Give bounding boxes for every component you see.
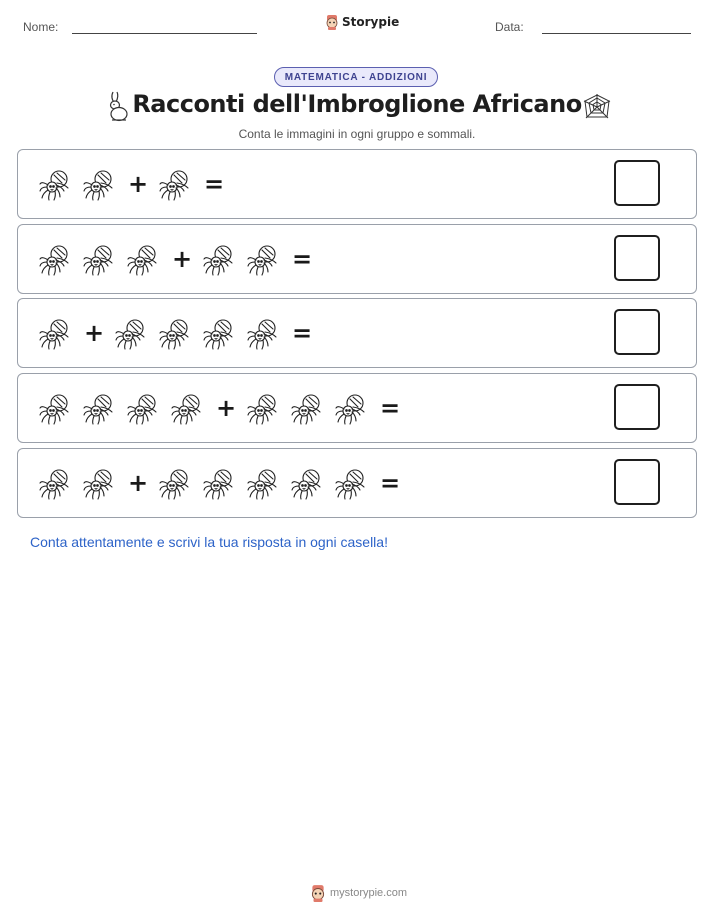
answer-box[interactable] bbox=[614, 309, 660, 355]
problem-row bbox=[17, 298, 697, 368]
date-label: Data: bbox=[495, 20, 524, 34]
spider-icon bbox=[334, 390, 370, 426]
problem-row bbox=[17, 448, 697, 518]
equals-sign: = bbox=[204, 170, 225, 198]
spider-icon bbox=[290, 390, 326, 426]
instructions: Conta le immagini in ogni gruppo e sommali. bbox=[238, 127, 476, 141]
equals-sign: = bbox=[380, 394, 401, 422]
footer-url[interactable]: mystorypie.com bbox=[330, 887, 408, 899]
problem-items bbox=[38, 449, 410, 517]
spider-icon bbox=[82, 465, 118, 501]
spider-icon bbox=[114, 315, 150, 351]
spider-icon bbox=[158, 465, 194, 501]
plus-sign: + bbox=[128, 170, 149, 198]
plus-sign: + bbox=[84, 319, 105, 347]
spider-icon bbox=[202, 241, 238, 277]
storypie-mascot-icon bbox=[310, 884, 326, 902]
spider-icon bbox=[38, 241, 74, 277]
spider-icon bbox=[38, 166, 74, 202]
problem-items bbox=[38, 374, 410, 442]
page-title: Racconti dell'Imbroglione Africano bbox=[132, 90, 582, 118]
answer-box[interactable] bbox=[614, 235, 660, 281]
subject-badge: MATEMATICA - ADDIZIONI bbox=[274, 67, 438, 87]
encouragement-note: Conta attentamente e scrivi la tua risposta in ogni casella! bbox=[30, 534, 388, 550]
brand-logo bbox=[325, 14, 399, 30]
spider-web-icon bbox=[582, 93, 612, 121]
answer-box[interactable] bbox=[614, 160, 660, 206]
spider-icon bbox=[202, 315, 238, 351]
spider-icon bbox=[246, 315, 282, 351]
problem-items bbox=[38, 225, 322, 293]
spider-icon bbox=[82, 166, 118, 202]
spider-icon bbox=[290, 465, 326, 501]
spider-icon bbox=[202, 465, 238, 501]
spider-icon bbox=[246, 241, 282, 277]
name-label: Nome: bbox=[23, 20, 59, 34]
answer-box[interactable] bbox=[614, 384, 660, 430]
spider-icon bbox=[126, 390, 162, 426]
problem-row bbox=[17, 373, 697, 443]
name-field[interactable] bbox=[72, 33, 257, 34]
equals-sign: = bbox=[292, 319, 313, 347]
plus-sign: + bbox=[128, 469, 149, 497]
equals-sign: = bbox=[292, 245, 313, 273]
storypie-mascot-icon bbox=[325, 14, 339, 30]
spider-icon bbox=[246, 390, 282, 426]
problem-items bbox=[38, 299, 322, 367]
problem-row bbox=[17, 224, 697, 294]
problem-row bbox=[17, 149, 697, 219]
spider-icon bbox=[246, 465, 282, 501]
spider-icon bbox=[170, 390, 206, 426]
spider-icon bbox=[82, 241, 118, 277]
spider-icon bbox=[158, 315, 194, 351]
equals-sign: = bbox=[380, 469, 401, 497]
answer-box[interactable] bbox=[614, 459, 660, 505]
plus-sign: + bbox=[172, 245, 193, 273]
date-field[interactable] bbox=[542, 33, 691, 34]
spider-icon bbox=[334, 465, 370, 501]
spider-icon bbox=[38, 465, 74, 501]
spider-icon bbox=[126, 241, 162, 277]
spider-icon bbox=[82, 390, 118, 426]
spider-icon bbox=[38, 390, 74, 426]
footer bbox=[310, 884, 407, 902]
spider-icon bbox=[158, 166, 194, 202]
problem-items bbox=[38, 150, 234, 218]
plus-sign: + bbox=[216, 394, 237, 422]
brand-name: Storypie bbox=[342, 15, 400, 29]
spider-icon bbox=[38, 315, 74, 351]
